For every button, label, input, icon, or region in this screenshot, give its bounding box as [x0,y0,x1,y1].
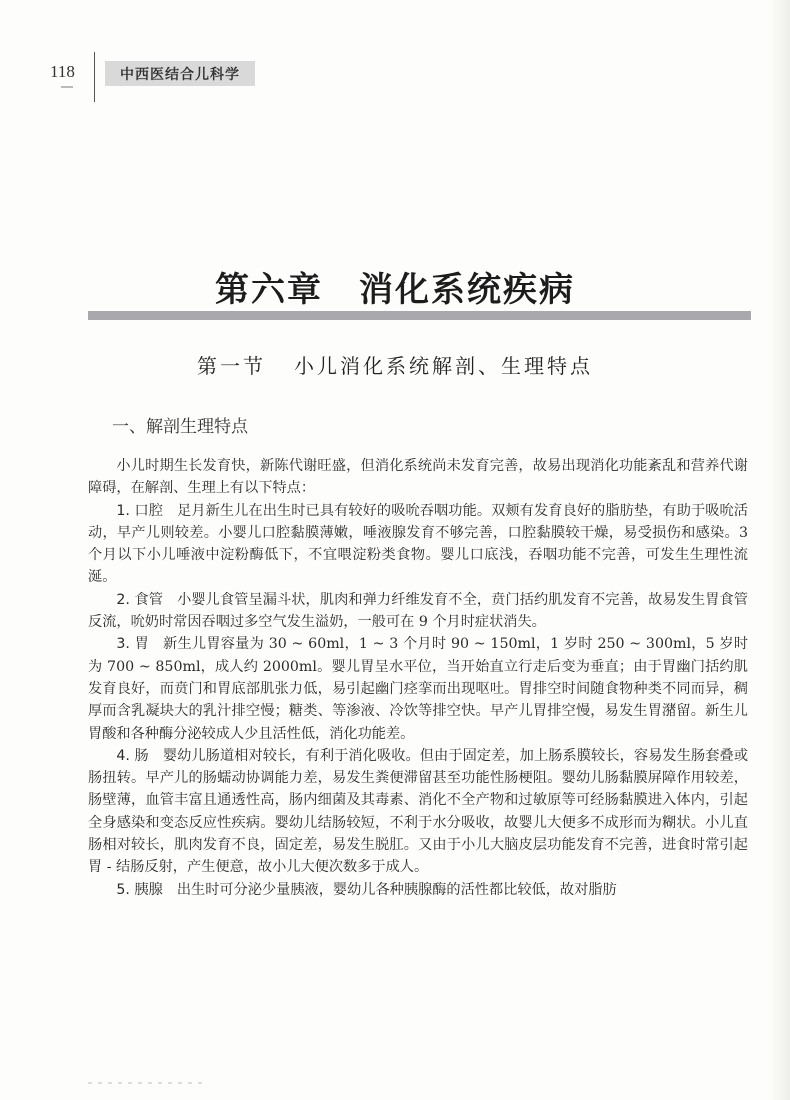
term-intestine: 4. 肠 [116,747,149,764]
term-oral-cavity: 1. 口腔 [116,502,164,519]
section-name: 小儿消化系统解剖、生理特点 [294,354,593,378]
page-edge-shadow [772,0,790,1100]
paragraph-pancreas [88,879,748,901]
running-head-book-title: 中西医结合儿科学 [105,61,255,86]
term-pancreas: 5. 胰腺 [116,881,163,898]
subsection-title: 一、解剖生理特点 [112,417,248,437]
chapter-number: 第六章 [215,270,323,310]
body-text [88,455,748,901]
header-divider [94,52,95,102]
paragraph-stomach [88,633,748,744]
term-esophagus: 2. 食管 [116,591,164,608]
paragraph-text: 出生时可分泌少量胰液，婴幼儿各种胰腺酶的活性都比较低，故对脂肪 [176,881,617,898]
term-stomach: 3. 胃 [116,636,150,653]
scan-artifact-marks [88,1082,208,1084]
paragraph-text: 新生儿胃容量为 30 ~ 60ml，1 ~ 3 个月时 90 ~ 150ml，1 岁时 250 ~ 300ml，5 岁时为 700 ~ 850ml，成人约 2000ml。婴儿胃呈水平位，当开始直立行走后变为垂直；由于胃幽门括约肌发育良好，而贲门和胃底部肌张力低，易引起幽门痉挛而出现呕吐。胃排空时间随食物种类不同而异，稠厚而含乳凝块大的乳汁排空慢；糖类、等渗液、冷饮等排空快。早产儿胃排空慢，易发生胃潴留。新生儿胃酸和各种酶分泌较成人少且活性低，消化功能差。 [88,636,749,742]
paragraph-text: 婴幼儿肠道相对较长，有利于消化吸收。但由于固定差，加上肠系膜较长，容易发生肠套叠或肠扭转。早产儿的肠蠕动协调能力差，易发生粪便滞留甚至功能性肠梗阻。婴幼儿肠黏膜屏障作用较差，肠壁薄，血管丰富且通透性高，肠内细菌及其毒素、消化不全产物和过敏原等可经肠黏膜进入体内，引起全身感染和变态反应性疾病。婴幼儿结肠较短，不利于水分吸收，故婴儿大便多不成形而为糊状。小儿直肠相对较长，肌肉发育不良，固定差，易发生脱肛。又由于小儿大脑皮层功能发育不完善，进食时常引起胃 - 结肠反射，产生便意，故小儿大便次数多于成人。 [88,747,749,876]
chapter-name: 消化系统疾病 [359,270,575,310]
paragraph-esophagus [88,589,748,634]
paragraph-text: 小婴儿食管呈漏斗状，肌肉和弹力纤维发育不全，贲门括约肌发育不完善，故易发生胃食管反流，吮奶时常因吞咽过多空气发生溢奶，一般可在 9 个月时症状消失。 [88,591,748,631]
section-title [0,350,790,379]
chapter-rule [88,311,751,320]
paragraph-oral-cavity [88,500,748,589]
chapter-title [0,262,790,311]
page-number: 118 [50,62,75,81]
paragraph-intestine [88,745,748,879]
page-number-ornament [61,86,73,88]
section-number: 第一节 [197,354,266,378]
paragraph-text: 足月新生儿在出生时已具有较好的吸吮吞咽功能。双颊有发育良好的脂肪垫，有助于吸吮活动，早产儿则较差。小婴儿口腔黏膜薄嫩，唾液腺发育不够完善，口腔黏膜较干燥，易受损伤和感染。3 个月以下小儿唾液中淀粉酶低下，不宜喂淀粉类食物。婴儿口底浅，吞咽功能不完善，可发生生理性流涎。 [88,502,748,586]
paragraph-intro: 小儿时期生长发育快，新陈代谢旺盛，但消化系统尚未发育完善，故易出现消化功能紊乱和营养代谢障碍，在解剖、生理上有以下特点： [88,458,748,497]
